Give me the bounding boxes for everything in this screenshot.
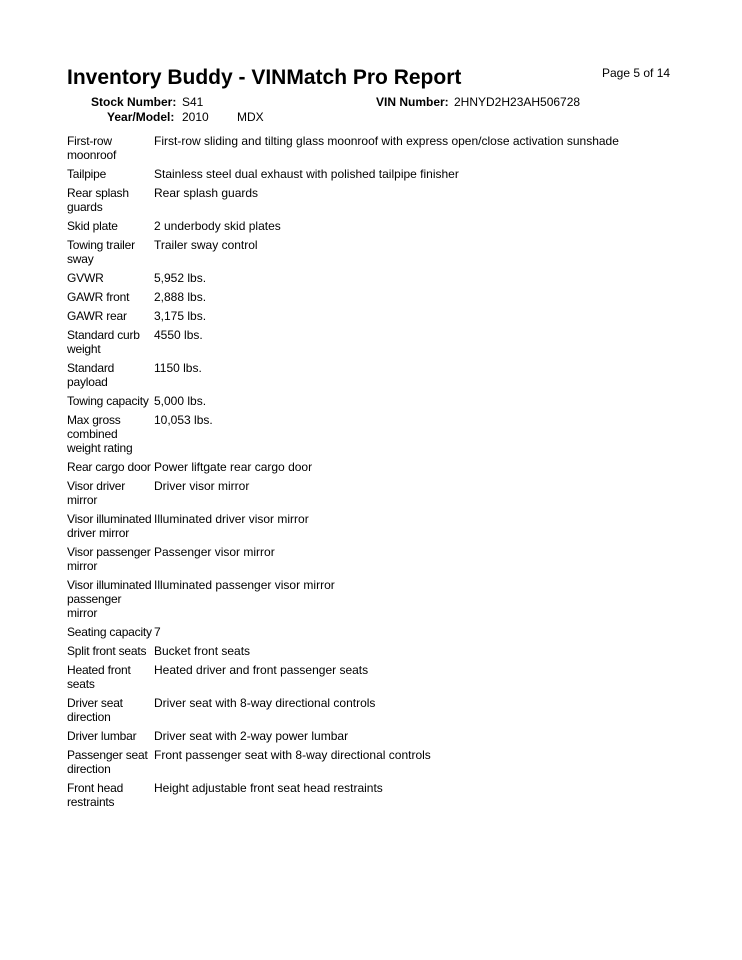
spec-label: Visor driver mirror: [67, 479, 126, 507]
spec-label: Visor illuminated passenger mirror: [67, 578, 152, 620]
spec-label: Driver seat direction: [67, 696, 123, 724]
spec-label: Driver lumbar: [67, 729, 137, 743]
spec-label: Visor illuminated driver mirror: [67, 512, 152, 540]
spec-row: [67, 328, 687, 361]
spec-row: [67, 479, 687, 512]
spec-value: Rear splash guards: [154, 186, 259, 200]
report-title: Inventory Buddy - VINMatch Pro Report: [67, 66, 462, 89]
spec-row: [67, 186, 687, 219]
spec-row: [67, 394, 687, 413]
spec-label: Rear cargo door: [67, 460, 151, 474]
spec-value: Height adjustable front seat head restraints: [154, 781, 383, 795]
spec-value: Passenger visor mirror: [154, 545, 275, 559]
spec-value: Trailer sway control: [154, 238, 258, 252]
spec-row: [67, 781, 687, 814]
year-model-field: [107, 110, 264, 124]
spec-value: 10,053 lbs.: [154, 413, 213, 427]
spec-row: [67, 460, 687, 479]
model-value: MDX: [237, 110, 264, 124]
year-value: 2010: [182, 110, 209, 124]
spec-value: Front passenger seat with 8-way directional controls: [154, 748, 431, 762]
spec-row: [67, 271, 687, 290]
spec-value: Driver seat with 8-way directional controls: [154, 696, 376, 710]
spec-row: [67, 219, 687, 238]
spec-label: Rear splash guards: [67, 186, 129, 214]
spec-label: Skid plate: [67, 219, 118, 233]
spec-value: Driver seat with 2-way power lumbar: [154, 729, 349, 743]
spec-value: Driver visor mirror: [154, 479, 250, 493]
stock-number-field: [91, 95, 204, 109]
spec-row: [67, 545, 687, 578]
spec-label: Standard payload: [67, 361, 115, 389]
spec-row: [67, 696, 687, 729]
spec-value: Illuminated passenger visor mirror: [154, 578, 335, 592]
spec-row: [67, 413, 687, 460]
spec-label: GVWR: [67, 271, 104, 285]
spec-value: Heated driver and front passenger seats: [154, 663, 369, 677]
spec-label: GAWR front: [67, 290, 130, 304]
spec-label: First-row moonroof: [67, 134, 117, 162]
spec-label: Towing capacity: [67, 394, 149, 408]
spec-list: [67, 134, 687, 814]
spec-label: Heated front seats: [67, 663, 131, 691]
spec-value: 4550 lbs.: [154, 328, 203, 342]
spec-label: Front head restraints: [67, 781, 124, 809]
spec-row: [67, 290, 687, 309]
spec-label: Max gross combined weight rating: [67, 413, 133, 455]
spec-value: Stainless steel dual exhaust with polished tailpipe finisher: [154, 167, 459, 181]
spec-row: [67, 578, 687, 625]
spec-label: Passenger seat direction: [67, 748, 148, 776]
spec-row: [67, 238, 687, 271]
stock-number-value: S41: [182, 95, 204, 109]
spec-label: GAWR rear: [67, 309, 127, 323]
spec-row: [67, 625, 687, 644]
vin-field: [376, 95, 581, 109]
spec-label: Tailpipe: [67, 167, 107, 181]
spec-value: 1150 lbs.: [154, 361, 202, 375]
spec-label: Split front seats: [67, 644, 147, 658]
spec-label: Standard curb weight: [67, 328, 140, 356]
spec-value: Illuminated driver visor mirror: [154, 512, 309, 526]
spec-value: Power liftgate rear cargo door: [154, 460, 313, 474]
spec-value: First-row sliding and tilting glass moonroof with express open/close activation sunshade: [154, 134, 619, 148]
spec-row: [67, 512, 687, 545]
spec-label: Visor passenger mirror: [67, 545, 151, 573]
spec-value: 5,000 lbs.: [154, 394, 207, 408]
year-model-label: Year/Model:: [107, 110, 175, 124]
spec-row: [67, 361, 687, 394]
spec-value: 2 underbody skid plates: [154, 219, 281, 233]
spec-row: [67, 309, 687, 328]
spec-row: [67, 729, 687, 748]
spec-row: [67, 748, 687, 781]
vin-label: VIN Number:: [376, 95, 449, 109]
spec-row: [67, 644, 687, 663]
spec-value: Bucket front seats: [154, 644, 251, 658]
spec-label: Seating capacity: [67, 625, 152, 639]
spec-value: 5,952 lbs.: [154, 271, 207, 285]
spec-value: 3,175 lbs.: [154, 309, 207, 323]
spec-value: 7: [154, 625, 161, 639]
vin-value: 2HNYD2H23AH506728: [454, 95, 581, 109]
spec-row: [67, 134, 687, 167]
spec-label: Towing trailer sway: [67, 238, 135, 266]
spec-value: 2,888 lbs.: [154, 290, 207, 304]
spec-row: [67, 663, 687, 696]
spec-row: [67, 167, 687, 186]
page-number: Page 5 of 14: [602, 66, 671, 80]
stock-number-label: Stock Number:: [91, 95, 177, 109]
